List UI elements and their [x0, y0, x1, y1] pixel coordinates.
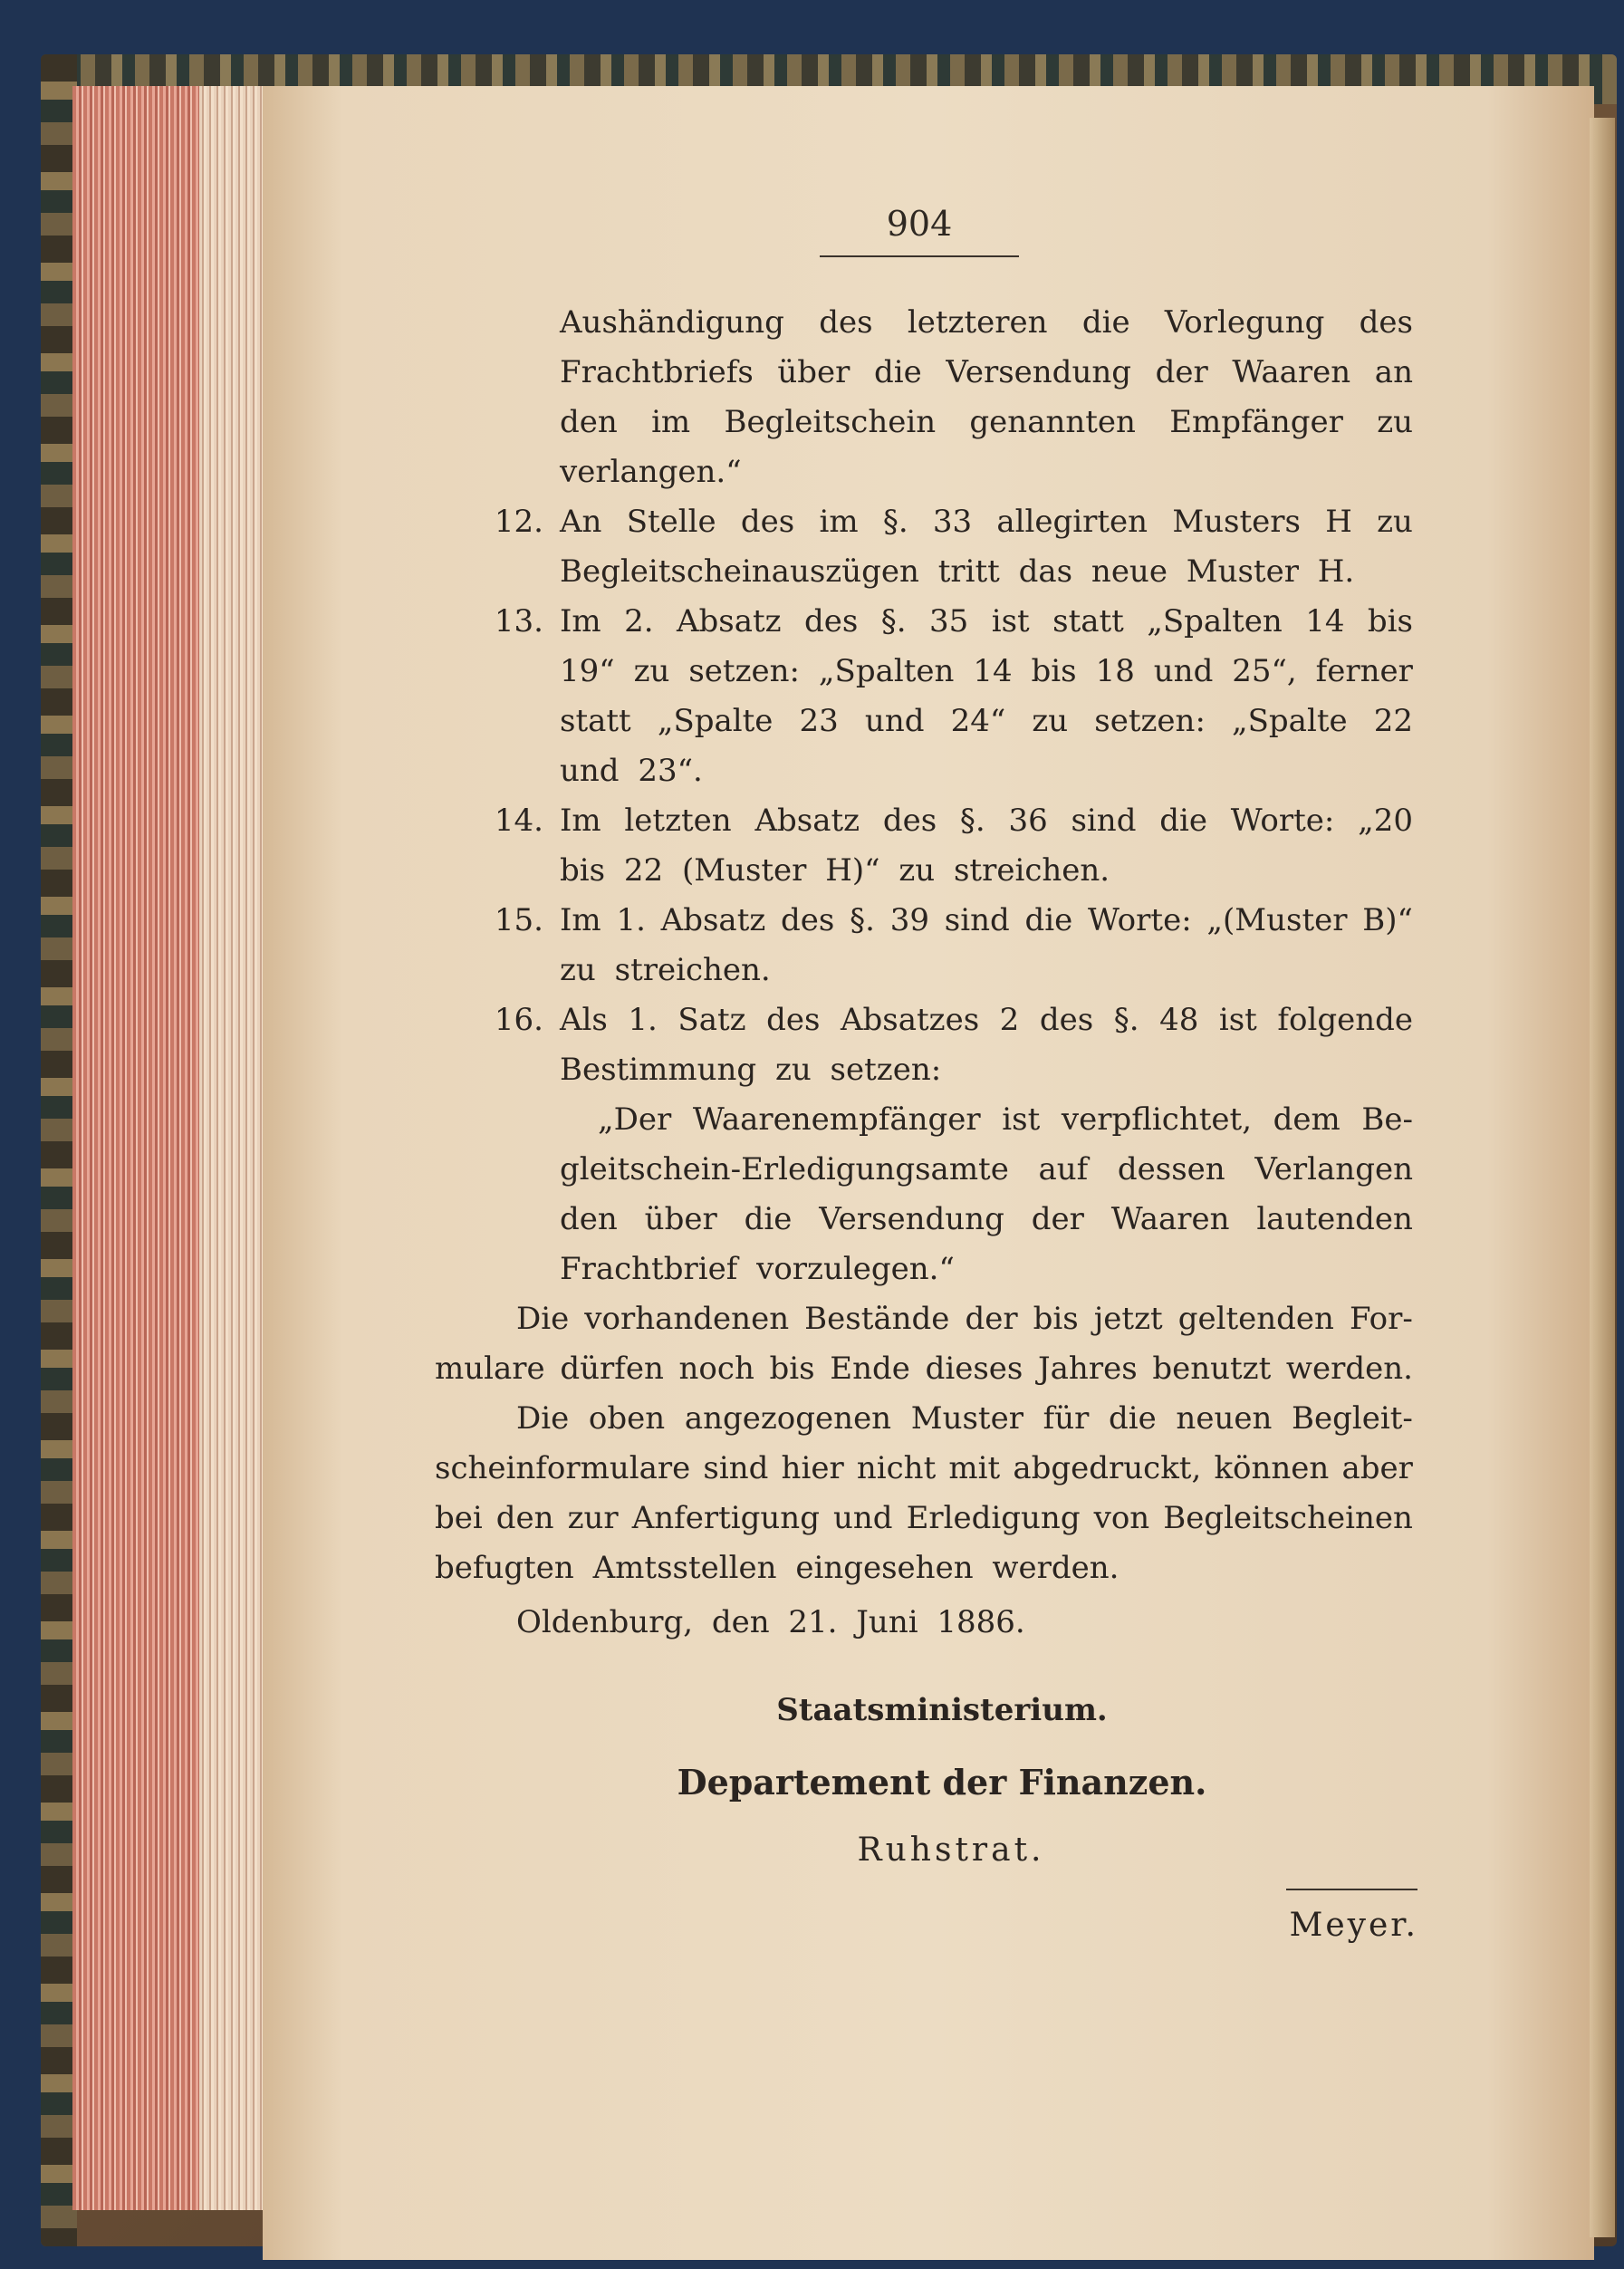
text-line: Im letzten Absatz des §. 36 sind die Worte: „20 [560, 803, 1413, 839]
text-line: scheinformulare sind hier nicht mit abgedruckt, können aber [435, 1450, 1413, 1486]
text-line: 19“ zu setzen: „Spalten 14 bis 18 und 25“, ferner [560, 653, 1413, 689]
text-line: verlangen.“ [560, 454, 742, 490]
countersignatory-name: Meyer. [1289, 1907, 1418, 1944]
text-line: Die vorhandenen Bestände der bis jetzt geltenden For- [516, 1301, 1413, 1337]
text-line: Frachtbriefs über die Versendung der Waaren an [560, 354, 1413, 390]
text-line: Im 1. Absatz des §. 39 sind die Worte: „(Muster B)“ [560, 902, 1413, 938]
text-line: „Der Waarenempfänger ist verpflichtet, dem Be- [598, 1101, 1413, 1138]
text-line: Begleitscheinauszügen tritt das neue Muster H. [560, 553, 1355, 590]
text-line: An Stelle des im §. 33 allegirten Musters H zu [560, 504, 1413, 540]
item-number: 15. [494, 902, 543, 938]
text-line: gleitschein-Erledigungsamte auf dessen Verlangen [560, 1151, 1413, 1187]
text-line: Aushändigung des letzteren die Vorlegung des [560, 304, 1413, 341]
page-edges [72, 86, 272, 2210]
text-line: Die oben angezogenen Muster für die neuen Begleit- [516, 1400, 1413, 1437]
text-line: den im Begleitschein genannten Empfänger zu [560, 404, 1413, 440]
countersign-rule [1286, 1889, 1417, 1890]
item-number: 14. [494, 803, 543, 839]
text-line: bis 22 (Muster H)“ zu streichen. [560, 852, 1110, 889]
text-line: Frachtbrief vorzulegen.“ [560, 1251, 955, 1287]
text-line: zu streichen. [560, 952, 771, 988]
date-line: Oldenburg, den 21. Juni 1886. [516, 1604, 1025, 1640]
text-line: Als 1. Satz des Absatzes 2 des §. 48 ist folgende [560, 1002, 1413, 1038]
authority-name: Staatsministerium. [776, 1692, 1108, 1728]
item-number: 12. [494, 504, 543, 540]
header-rule [820, 255, 1019, 257]
text-line: befugten Amtsstellen eingesehen werden. [435, 1550, 1120, 1586]
text-line: bei den zur Anfertigung und Erledigung von Begleitscheinen [435, 1500, 1413, 1536]
page-gutter [1590, 118, 1615, 2237]
text-line: statt „Spalte 23 und 24“ zu setzen: „Spalte 22 [560, 703, 1413, 739]
department-name: Departement der Finanzen. [677, 1762, 1207, 1803]
text-line: mulare dürfen noch bis Ende dieses Jahres benutzt werden. [435, 1351, 1413, 1387]
text-line: Im 2. Absatz des §. 35 ist statt „Spalten 14 bis [560, 603, 1413, 639]
item-number: 16. [494, 1002, 543, 1038]
text-line: Bestimmung zu setzen: [560, 1052, 942, 1088]
marbled-cover-left [41, 54, 77, 2246]
item-number: 13. [494, 603, 543, 639]
text-line: den über die Versendung der Waaren lautenden [560, 1201, 1413, 1237]
text-line: und 23“. [560, 753, 703, 789]
signatory-name: Ruhstrat. [857, 1832, 1045, 1869]
page-number: 904 [886, 204, 953, 244]
